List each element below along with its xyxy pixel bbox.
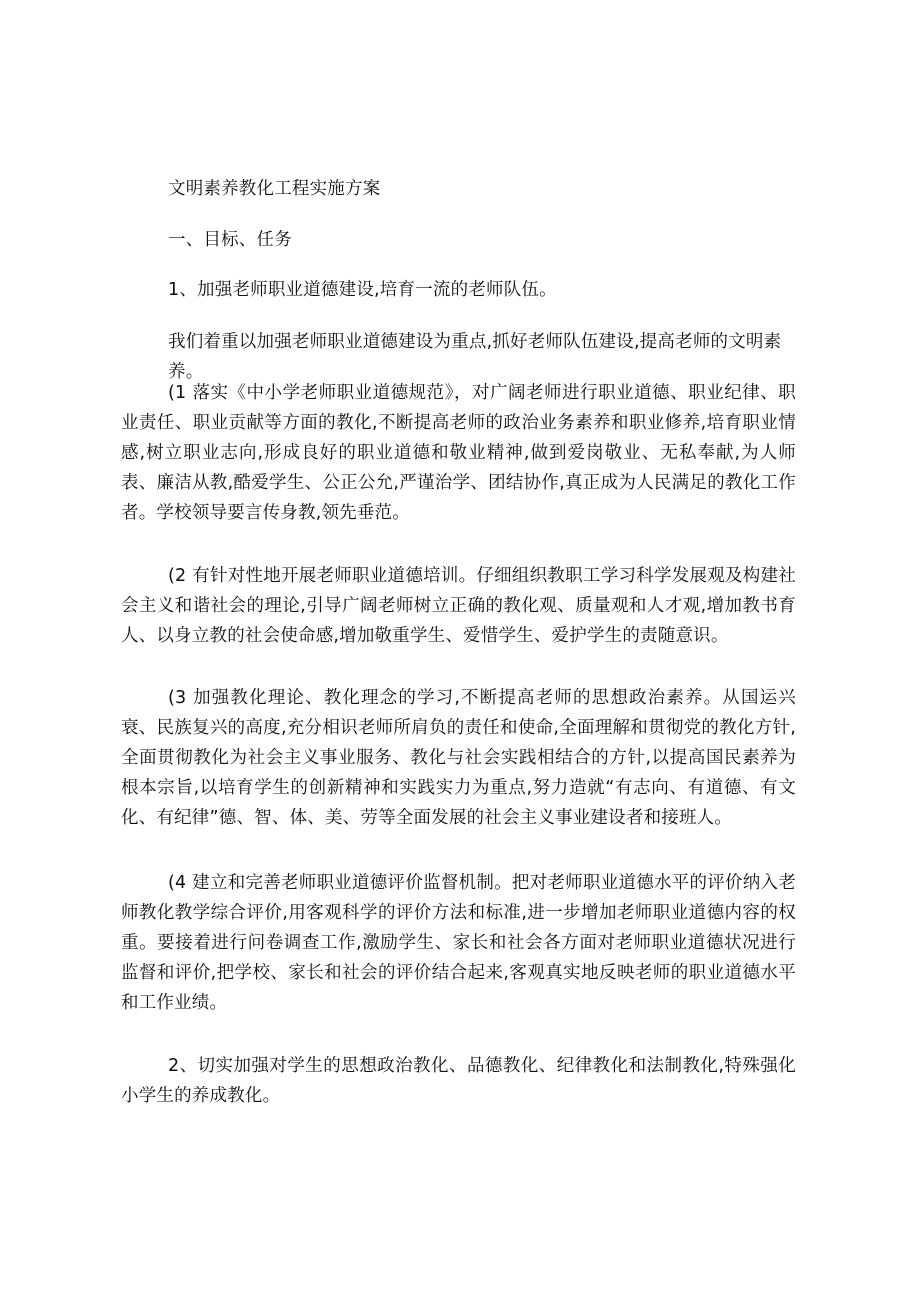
paragraph-4: (4 建立和完善老师职业道德评价监督机制。把对老师职业道德水平的评价纳入老师教化教学综合评价,用客观科学的评价方法和标准,进一步增加老师职业道德内容的权重。要接着进行问卷调查工作,激励学生、家长和社会各方面对老师职业道德状况进行监督和评价,把学校、家长和社会的评价结合起来,客观真实地反映老师的职业道德水平和工作业绩。 <box>121 873 796 1013</box>
item-1-intro: 我们着重以加强老师职业道德建设为重点,抓好老师队伍建设,提高老师的文明素养。 <box>168 332 782 382</box>
section-heading: 一、目标、任务 <box>168 230 292 250</box>
item-1-heading: 1、加强老师职业道德建设,培育一流的老师队伍。 <box>168 280 557 300</box>
document-title: 文明素养教化工程实施方案 <box>168 179 381 199</box>
paragraph-3: (3 加强教化理论、教化理念的学习,不断提高老师的思想政治素养。从国运兴衰、民族复兴的高度,充分相识老师所肩负的责任和使命,全面理解和贯彻党的教化方针,全面贯彻教化为社会主义事业服务、教化与社会实践相结合的方针,以提高国民素养为根本宗旨,以培育学生的创新精神和实践实力为重点,努力造就“有志向、有道德、有文化、有纪律”德、智、体、美、劳等全面发展的社会主义事业建设者和接班人。 <box>121 688 796 828</box>
item-2-paragraph: 2、切实加强对学生的思想政治教化、品德教化、纪律教化和法制教化,特殊强化小学生的养成教化。 <box>121 1056 796 1106</box>
paragraph-2: (2 有针对性地开展老师职业道德培训。仔细组织教职工学习科学发展观及构建社会主义和谐社会的理论,引导广阔老师树立正确的教化观、质量观和人才观,增加教书育人、以身立教的社会使命感,增加敬重学生、爱惜学生、爱护学生的责随意识。 <box>121 566 796 646</box>
paragraph-1: (1 落实《中小学老师职业道德规范》，对广阔老师进行职业道德、职业纪律、职业责任、职业贡献等方面的教化,不断提高老师的政治业务素养和职业修养,培育职业情感,树立职业志向,形成良好的职业道德和敬业精神,做到爱岗敬业、无私奉献,为人师表、廉洁从教,酷爱学生、公正公允,严谨治学、团结协作,真正成为人民满足的教化工作者。学校领导要言传身教,领先垂范。 <box>121 383 796 523</box>
